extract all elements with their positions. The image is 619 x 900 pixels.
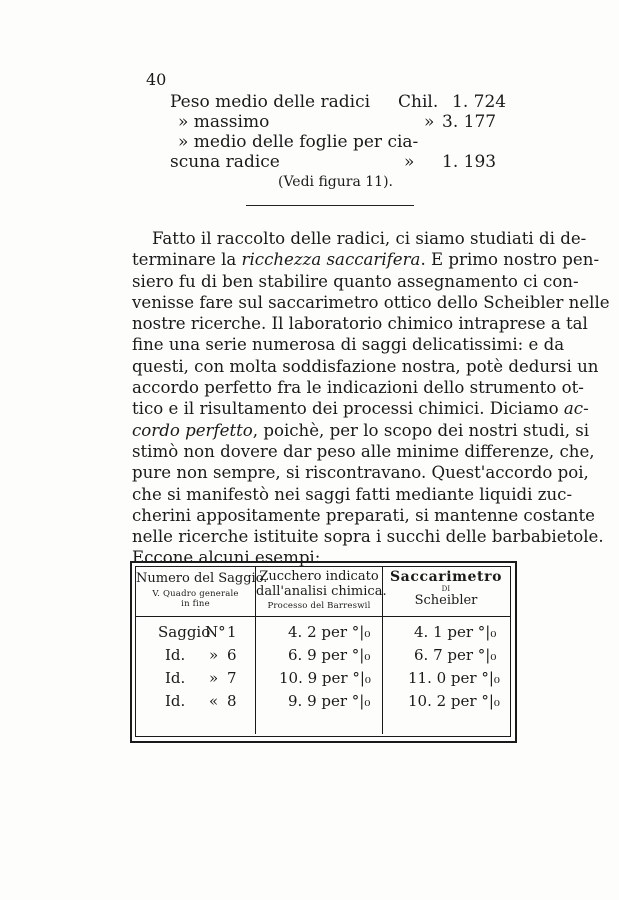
stat-mark: » — [404, 152, 415, 172]
stat-value: 1. 724 — [452, 92, 507, 112]
text-line: accordo perfetto fra le indicazioni dello strumento ot- — [132, 378, 584, 398]
stat-label: scuna radice — [170, 152, 280, 172]
text-line: pure non sempre, si riscontravano. Quest'accordo poi, — [132, 463, 589, 483]
header-chemical-analysis: Zucchero indicato dall'analisi chimica. Processo del Barreswil — [256, 569, 387, 611]
stat-row — [170, 152, 497, 172]
page-number: 40 — [146, 70, 167, 89]
header-saccharimeter: Saccarimetro DI Scheibler — [389, 569, 503, 608]
text-line: Eccone alcuni esempi: — [132, 548, 321, 568]
emphasis: cordo perfetto — [132, 420, 253, 440]
stat-value: 3. 177 — [442, 112, 497, 132]
stat-unit: Chil. — [398, 92, 439, 112]
header-sample-number: Numero del Saggio. V. Quadro generale in fine — [136, 571, 268, 609]
text-line: nelle ricerche istituite sopra i succhi delle barbabietole. — [132, 527, 604, 547]
section-divider — [246, 205, 414, 206]
emphasis: ricchezza saccarifera — [241, 250, 421, 270]
text-line: nostre ricerche. Il laboratorio chimico intraprese a tal — [132, 314, 588, 334]
text-line: siero fu di ben stabilire quanto assegnamento ci con- — [132, 271, 579, 291]
stat-row — [178, 132, 418, 152]
text-line: Fatto il raccolto delle radici, ci siamo studiati di de- — [152, 229, 587, 248]
book-page: 40 Peso medio delle radici Chil. 1. 724 » massimo » 3. 177 » medio delle foglie per cia- scuna radice » 1. 193 (Vedi figura 11). Fatto il raccolto delle radici, ci siamo studiati di de- terminare la ricchezza saccarifera. E primo nostro pen- siero fu di ben stabilire quanto assegnamento ci con- venisse fare sul saccarimetro ottico dello Scheibler nelle nostre ricerche. Il laboratorio chimico intraprese a tal fine una serie numerosa di saggi delicatissimi: e da questi, con molta soddisfazione nostra, potè dedursi un accordo perfetto fra le indicazioni dello strumento ot- tico e il risultamento dei processi chimici. Diciamo ac- cordo perfetto, poichè, per lo scopo dei nostri studi, si stimò non dovere dar peso alle minime differenze, che, pure non sempre, si riscontravano. Quest'accordo poi, che si manifestò nei saggi fatti mediante liquidi zuc- cherini appositamente preparati, si mantenne costante nelle ricerche istituite sopra i succhi delle barbabietole. Eccone alcuni esempi: Numero del Saggio. V. Quadro generale in fine Zucchero indicato dall'analisi chimica. Processo del Barreswil Saccarimetro DI Scheibler Saggio N° 1 4. 2 per °|₀ 4. 1 per °|₀ Id. » 6 6. 9 per °|₀ 6. 7 per °|₀ Id. » 7 10. 9 per °|₀ 11. 0 per °|₀ Id. « 8 9. 9 per °|₀ 10. 2 per °|₀ — [0, 0, 619, 900]
stat-label: Peso medio delle radici — [170, 92, 371, 112]
text-line: fine una serie numerosa di saggi delicatissimi: e da — [132, 335, 565, 355]
stat-label: » medio delle foglie per cia- — [178, 132, 419, 152]
stat-mark: » — [424, 112, 435, 132]
stat-row — [170, 92, 507, 112]
text-line: cordo perfetto, poichè, per lo scopo dei nostri studi, si — [132, 420, 590, 440]
text-line: tico e il risultamento dei processi chimici. Diciamo ac- — [132, 399, 589, 419]
stat-row — [178, 112, 497, 132]
text-line: che si manifestò nei saggi fatti mediante liquidi zuc- — [132, 484, 573, 504]
text-line: questi, con molta soddisfazione nostra, potè dedursi un — [132, 356, 599, 376]
text-line: cherini appositamente preparati, si mantenne costante — [132, 505, 595, 525]
text-line: terminare la ricchezza saccarifera. E primo nostro pen- — [132, 250, 600, 270]
stat-value: 1. 193 — [442, 152, 497, 172]
text-line: stimò non dovere dar peso alle minime differenze, che, — [132, 441, 595, 461]
stat-label: » massimo — [178, 112, 270, 132]
emphasis: ac- — [563, 399, 589, 419]
figure-caption: (Vedi figura 11). — [278, 174, 393, 190]
text-line: venisse fare sul saccarimetro ottico dello Scheibler nelle — [132, 292, 610, 312]
header-divider — [136, 616, 510, 617]
